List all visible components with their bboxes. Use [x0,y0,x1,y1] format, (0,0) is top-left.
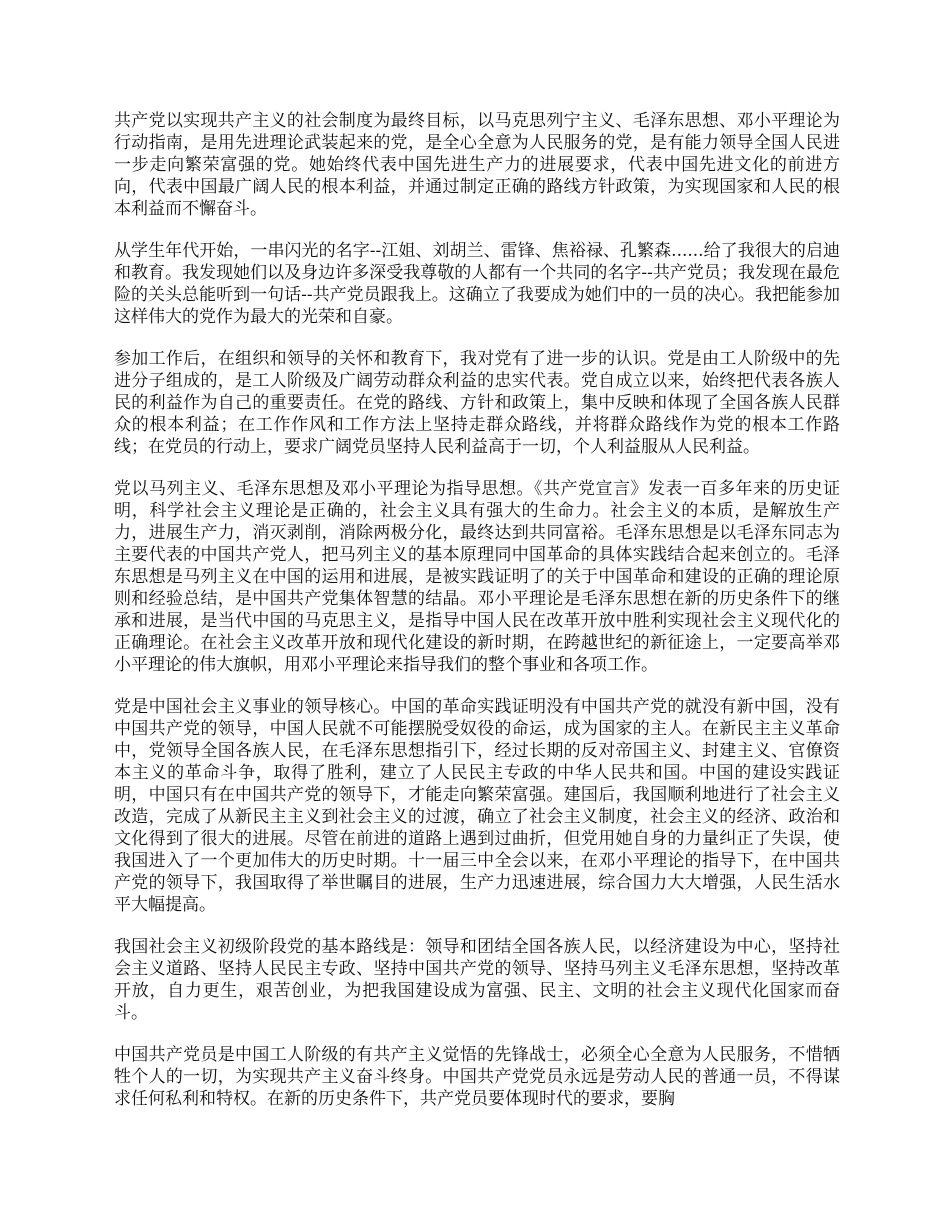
paragraph-5: 党是中国社会主义事业的领导核心。中国的革命实践证明没有中国共产党的就没有新中国，没有中国共产党的领导，中国人民就不可能摆脱受奴役的命运，成为国家的主人。在新民主主义革命中，党领导全国各族人民，在毛泽东思想指引下，经过长期的反对帝国主义、封建主义、官僚资本主义的革命斗争，取得了胜利，建立了人民民主专政的中华人民共和国。中国的建设实践证明，中国只有在中国共产党的领导下，才能走向繁荣富强。建国后，我国顺利地进行了社会主义改造，完成了从新民主主义到社会主义的过渡，确立了社会主义制度，社会主义的经济、政治和文化得到了很大的进展。尽管在前进的道路上遇到过曲折，但党用她自身的力量纠正了失误，使我国进入了一个更加伟大的历史时期。十一届三中全会以来，在邓小平理论的指导下，在中国共产党的领导下，我国取得了举世瞩目的进展，生产力迅速进展，综合国力大大增强，人民生活水平大幅提高。 [114,697,840,915]
paragraph-7: 中国共产党员是中国工人阶级的有共产主义觉悟的先锋战士，必须全心全意为人民服务，不惜牺牲个人的一切，为实现共产主义奋斗终身。中国共产党党员永远是劳动人民的普通一员，不得谋求任何私利和特权。在新的历史条件下，共产党员要体现时代的要求，要胸 [114,1045,840,1109]
paragraph-1: 共产党以实现共产主义的社会制度为最终目标，以马克思列宁主义、毛泽东思想、邓小平理论为行动指南，是用先进理论武装起来的党，是全心全意为人民服务的党，是有能力领导全国人民进一步走向繁荣富强的党。她始终代表中国先进生产力的进展要求，代表中国先进文化的前进方向，代表中国最广阔人民的根本利益，并通过制定正确的路线方针政策，为实现国家和人民的根本利益而不懈奋斗。 [114,111,840,219]
paragraph-2: 从学生年代开始，一串闪光的名字--江姐、刘胡兰、雷锋、焦裕禄、孔繁森......给了我很大的启迪和教育。我发现她们以及身边许多深受我尊敬的人都有一个共同的名字--共产党员；我发现在最危险的关头总能听到一句话--共产党员跟我上。这确立了我要成为她们中的一员的决心。我把能参加这样伟大的党作为最大的光荣和自豪。 [114,241,840,327]
paragraph-6: 我国社会主义初级阶段党的基本路线是：领导和团结全国各族人民，以经济建设为中心，坚持社会主义道路、坚持人民民主专政、坚持中国共产党的领导、坚持马列主义毛泽东思想，坚持改革开放，自力更生，艰苦创业，为把我国建设成为富强、民主、文明的社会主义现代化国家而奋斗。 [114,937,840,1023]
paragraph-3: 参加工作后，在组织和领导的关怀和教育下，我对党有了进一步的认识。党是由工人阶级中的先进分子组成的，是工人阶级及广阔劳动群众利益的忠实代表。党自成立以来，始终把代表各族人民的利益作为自己的重要责任。在党的路线、方针和政策上，集中反映和体现了全国各族人民群众的根本利益；在工作作风和工作方法上坚持走群众路线，并将群众路线作为党的根本工作路线；在党员的行动上，要求广阔党员坚持人民利益高于一切，个人利益服从人民利益。 [114,349,840,457]
document-body [114,110,840,1130]
paragraph-4: 党以马列主义、毛泽东思想及邓小平理论为指导思想。《共产党宣言》发表一百多年来的历史证明，科学社会主义理论是正确的，社会主义具有强大的生命力。社会主义的本质，是解放生产力，进展生产力，消灭剥削，消除两极分化，最终达到共同富裕。毛泽东思想是以毛泽东同志为主要代表的中国共产党人，把马列主义的基本原理同中国革命的具体实践结合起来创立的。毛泽东思想是马列主义在中国的运用和进展，是被实践证明了的关于中国革命和建设的正确的理论原则和经验总结，是中国共产党集体智慧的结晶。邓小平理论是毛泽东思想在新的历史条件下的继承和进展，是当代中国的马克思主义，是指导中国人民在改革开放中胜利实现社会主义现代化的正确理论。在社会主义改革开放和现代化建设的新时期，在跨越世纪的新征途上，一定要高举邓小平理论的伟大旗帜，用邓小平理论来指导我们的整个事业和各项工作。 [114,479,840,675]
